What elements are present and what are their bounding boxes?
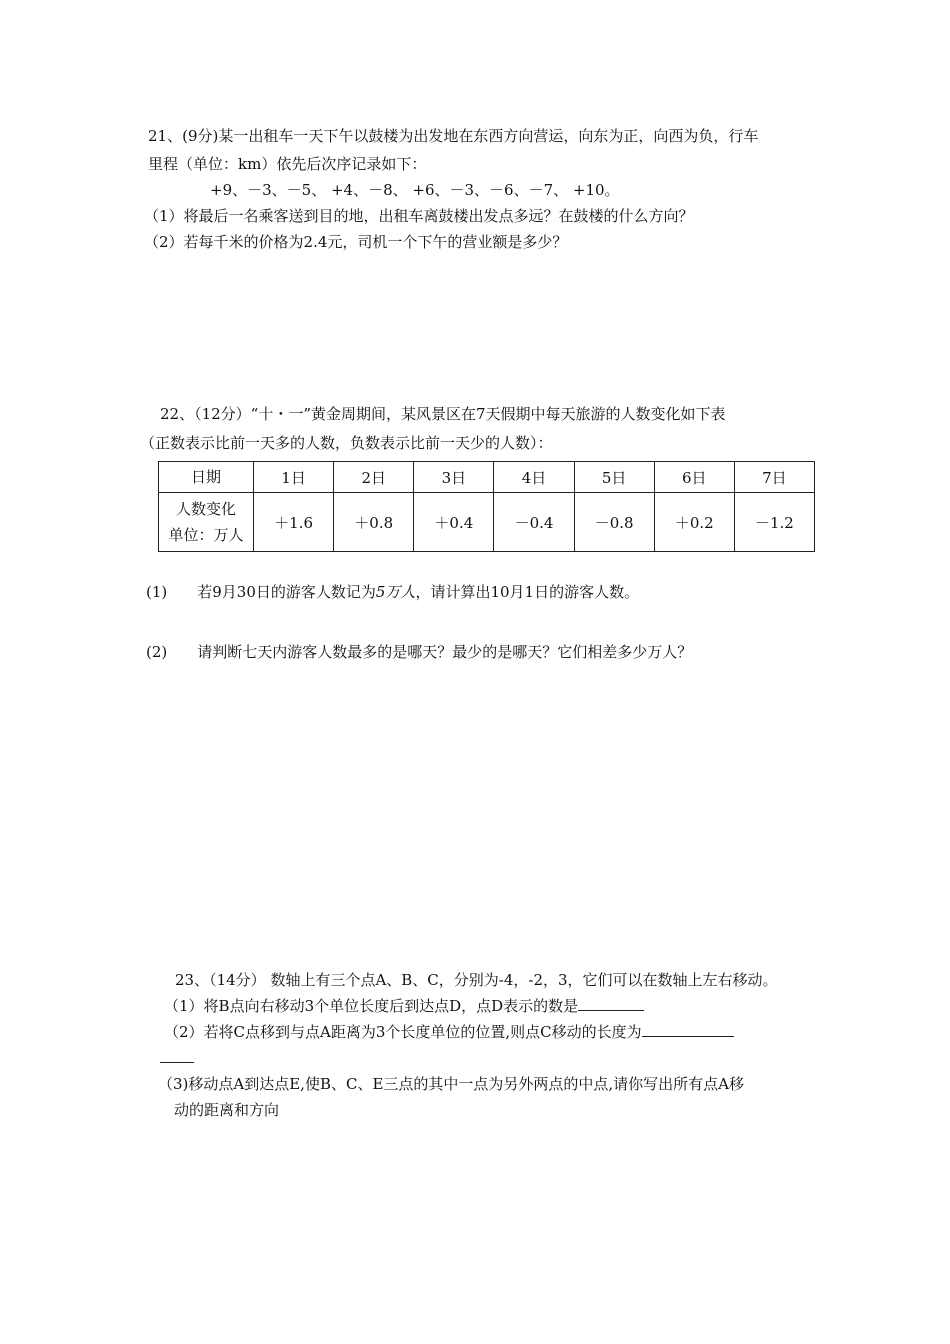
answer-blank[interactable] — [642, 1022, 734, 1037]
answer-blank[interactable] — [160, 1048, 194, 1063]
table-header-label: 日期 — [159, 462, 254, 493]
q21-records: +9、－3、－5、 +4、－8、 +6、－3、－6、－7、 +10。 — [210, 181, 620, 199]
q22-title-cont: （正数表示比前一天多的人数，负数表示比前一天少的人数）： — [140, 434, 553, 452]
table-row-label — [159, 493, 254, 552]
table-day: 1日 — [254, 462, 334, 493]
q22-part2-text: 请判断七天内游客人数最多的是哪天？最少的是哪天？它们相差多少万人？ — [197, 643, 693, 661]
table-day: 3日 — [414, 462, 494, 493]
table-value: －0.4 — [494, 493, 574, 552]
q23-part3-cont: 动的距离和方向 — [174, 1101, 280, 1119]
table-value: ＋0.2 — [654, 493, 734, 552]
q22-part1-end: ，请计算出10月1日的游客人数。 — [415, 583, 640, 601]
q22-title: 22、（12分）“十・一”黄金周期间，某风景区在7天假期中每天旅游的人数变化如下表 — [160, 405, 726, 423]
q21-title: 21、(9分)某一出租车一天下午以鼓楼为出发地在东西方向营运，向东为正，向西为负，行车 — [148, 127, 759, 145]
q23-title: 23、（14分） 数轴上有三个点A、B、C，分别为-4，-2，3，它们可以在数轴上左右移动。 — [175, 971, 778, 989]
table-row-label-line1: 人数变化 — [175, 500, 236, 518]
q22-part1-number: (1) — [146, 583, 168, 601]
table-value: －1.2 — [734, 493, 814, 552]
q22-part2-number: (2) — [146, 643, 168, 661]
table-values-row — [159, 493, 815, 552]
q22-part1-text: 若9月30日的游客人数记为 — [197, 583, 376, 601]
table-value: ＋0.4 — [414, 493, 494, 552]
q23-part3: （3)移动点A到达点E,使B、C、E三点的其中一点为另外两点的中点,请你写出所有点A移 — [158, 1075, 744, 1093]
q22-table — [158, 461, 815, 552]
table-day: 2日 — [334, 462, 414, 493]
q21-part1: （1）将最后一名乘客送到目的地，出租车离鼓楼出发点多远？在鼓楼的什么方向？ — [144, 207, 694, 225]
q21-title-cont: 里程（单位：km）依先后次序记录如下： — [148, 155, 427, 173]
q23-part2-text: （2）若将C点移到与点A距离为3个长度单位的位置,则点C移动的长度为 — [164, 1023, 642, 1041]
table-header-row — [159, 462, 815, 493]
q22-part1 — [146, 582, 639, 602]
q23-part2-blank-cont[interactable] — [160, 1048, 194, 1068]
table-row-label-line2: 单位：万人 — [168, 526, 244, 544]
q22-part2 — [146, 642, 692, 662]
table-day: 7日 — [734, 462, 814, 493]
q22-part1-value: 5万人 — [375, 583, 416, 601]
q23-part2 — [164, 1022, 734, 1042]
q23-part1 — [164, 996, 644, 1016]
table-day: 5日 — [574, 462, 654, 493]
table-value: ＋1.6 — [254, 493, 334, 552]
q23-part1-text: （1）将B点向右移动3个单位长度后到达点D，点D表示的数是 — [164, 997, 579, 1015]
table-day: 6日 — [654, 462, 734, 493]
table-day: 4日 — [494, 462, 574, 493]
answer-blank[interactable] — [578, 996, 644, 1011]
table-value: ＋0.8 — [334, 493, 414, 552]
q21-part2: （2）若每千米的价格为2.4元，司机一个下午的营业额是多少？ — [144, 233, 568, 251]
table-value: －0.8 — [574, 493, 654, 552]
